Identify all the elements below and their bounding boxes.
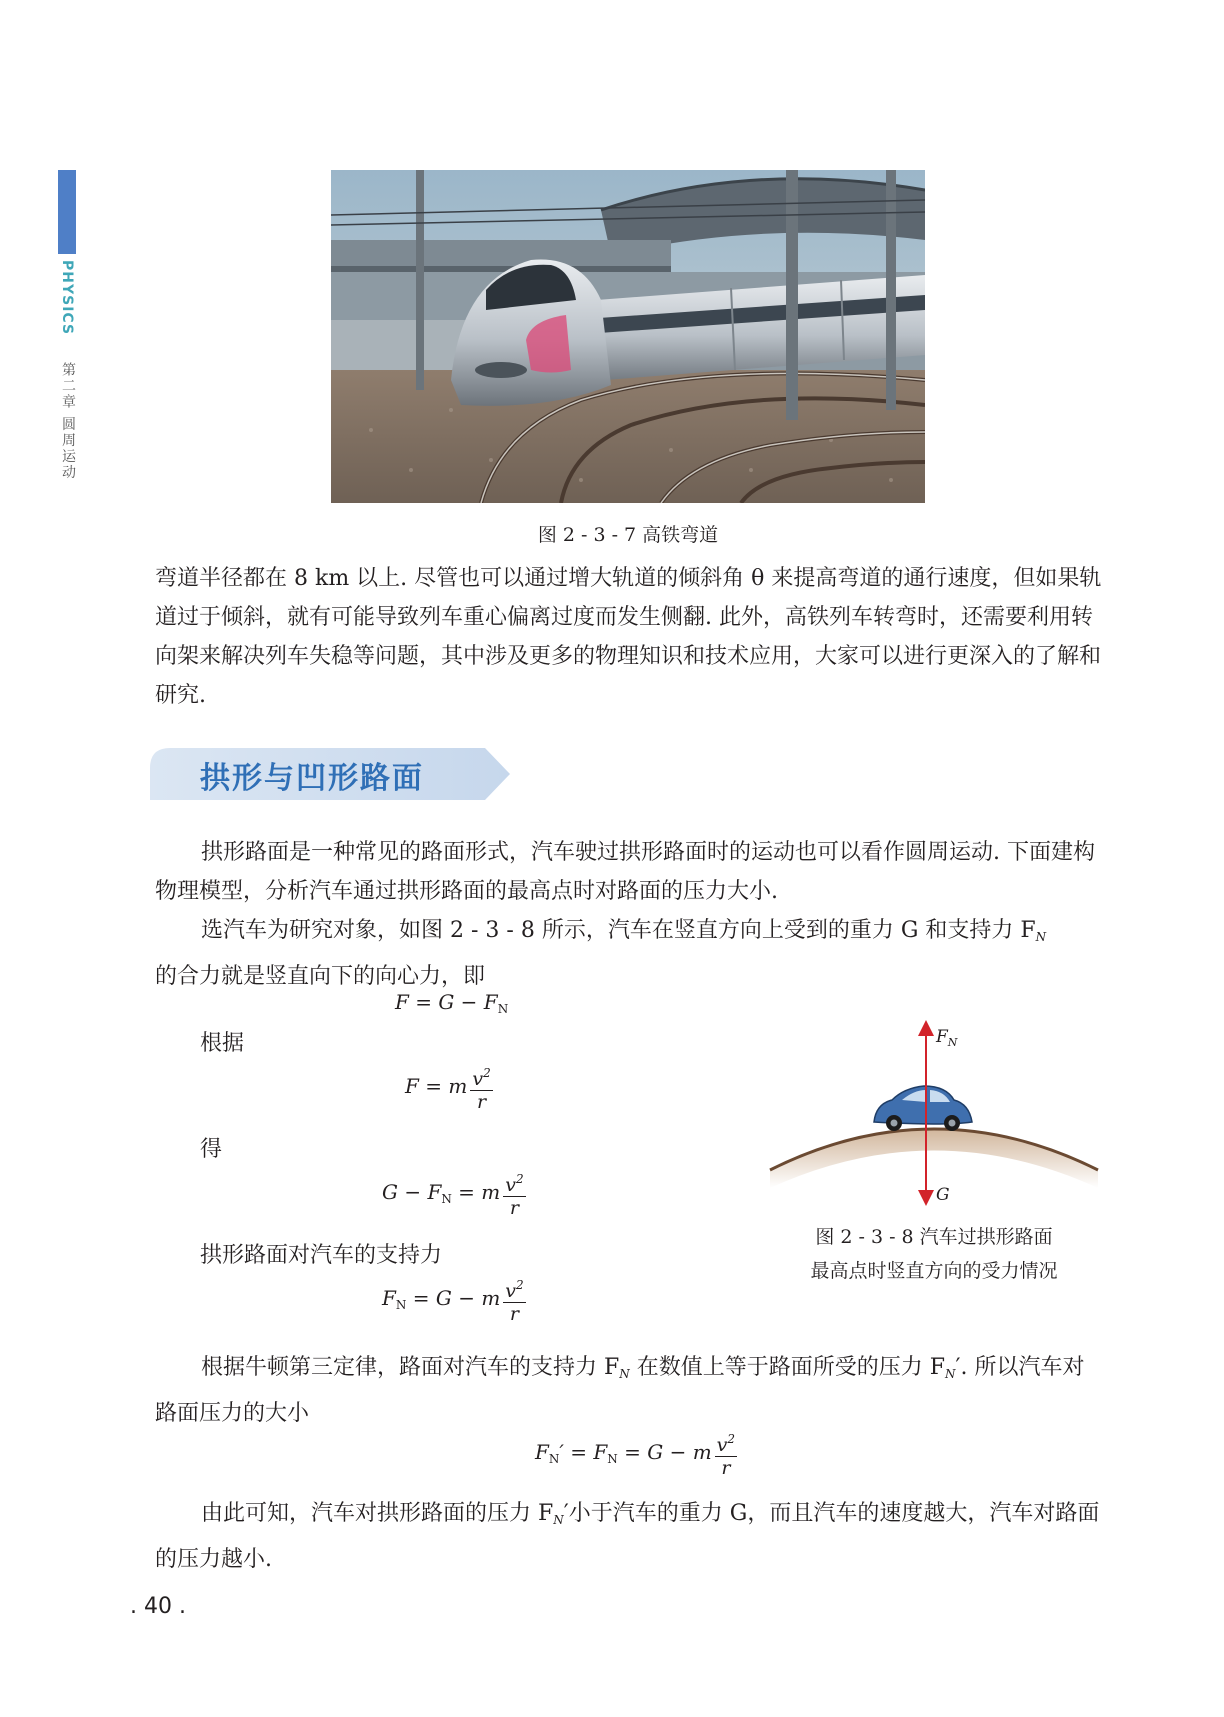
label-genju: 根据 [200, 1031, 245, 1056]
fraction-numerator [503, 1168, 525, 1197]
gravity-label: G [936, 1185, 950, 1205]
superscript: 2 [516, 1172, 524, 1186]
page-number: . 40 . [130, 1594, 186, 1619]
car-icon [874, 1086, 972, 1131]
equation-text: F = m [405, 1074, 468, 1098]
paragraph-text: ′. 所以汽车对路面压力的大小 [155, 1355, 1085, 1426]
fraction-numerator [470, 1062, 492, 1091]
body-paragraph: 弯道半径都在 8 km 以上. 尽管也可以通过增大轨道的倾斜角 θ 来提高弯道的通行速度，但如果轨道过于倾斜，就有可能导致列车重心偏离过度而发生侧翻. 此外，高铁列车转弯时，还需要利用转向架来解决列车失稳等问题，其中涉及更多的物理知识和技术应用，大家可以进行更深入的了解和研究. [155, 566, 1102, 708]
paragraph-text: ′小于汽车的重力 G，而且汽车的速度越大，汽车对路面的压力越小. [155, 1501, 1100, 1572]
fraction [503, 1274, 525, 1325]
superscript: 2 [483, 1066, 491, 1080]
fraction-denominator: r [721, 1457, 731, 1479]
equation-text: = G − m [406, 1286, 501, 1310]
fraction-denominator: r [509, 1197, 519, 1219]
force-diagram [764, 1018, 1104, 1213]
equation-3 [382, 1168, 526, 1219]
fraction [470, 1062, 492, 1113]
fraction-denominator: r [476, 1091, 487, 1113]
subscript: N [607, 1452, 618, 1466]
equation-text: F [382, 1286, 396, 1310]
subscript: N [548, 1452, 560, 1466]
body-paragraph [155, 1348, 1105, 1433]
fraction-numerator [715, 1428, 737, 1457]
paragraph-text: 由此可知，汽车对拱形路面的压力 F [201, 1501, 554, 1526]
subscript: N [497, 1002, 509, 1016]
numerator-text: v [505, 1174, 516, 1196]
figure-caption: 图 2 - 3 - 7 高铁弯道 [537, 524, 719, 546]
equation-text: G − F [382, 1180, 442, 1204]
side-physics-label: PHYSICS [59, 260, 75, 336]
subscript: N [619, 1367, 630, 1381]
equation-text: ′ = F [559, 1440, 608, 1464]
arched-road [770, 1129, 1098, 1188]
paragraph-text: 的合力就是竖直向下的向心力，即 [155, 964, 486, 989]
subscript: N [395, 1298, 407, 1312]
subscript: N [945, 1367, 956, 1381]
superscript: 2 [727, 1432, 736, 1446]
equation-1 [395, 990, 508, 1016]
caption-line: 最高点时竖直方向的受力情况 [810, 1260, 1058, 1282]
superscript: 2 [516, 1278, 524, 1292]
train-photo [331, 170, 925, 503]
fraction [715, 1428, 737, 1479]
caption-line: 图 2 - 3 - 8 汽车过拱形路面 [815, 1226, 1053, 1248]
numerator-text: v [472, 1068, 484, 1090]
paragraph-text: 在数值上等于路面所受的压力 F [629, 1355, 946, 1380]
label-support-force: 拱形路面对汽车的支持力 [200, 1243, 443, 1268]
body-paragraph [155, 1494, 1105, 1579]
subscript: N [553, 1513, 564, 1527]
numerator-text: v [716, 1434, 728, 1456]
fraction [503, 1168, 525, 1219]
paragraph-text: 选汽车为研究对象，如图 2 - 3 - 8 所示，汽车在竖直方向上受到的重力 G 和支持力 F [201, 918, 1036, 943]
equation-5 [535, 1428, 737, 1479]
equation-text: F = G − F [395, 990, 498, 1014]
equation-4 [382, 1274, 526, 1325]
subscript: N [441, 1192, 452, 1206]
equation-text: F [535, 1440, 549, 1464]
label-de: 得 [200, 1137, 223, 1162]
body-paragraph [155, 911, 1105, 996]
equation-2 [405, 1062, 493, 1113]
fraction-denominator: r [509, 1303, 520, 1325]
numerator-text: v [505, 1280, 517, 1302]
equation-text: = m [451, 1180, 501, 1204]
paragraph-text: 根据牛顿第三定律，路面对汽车的支持力 F [201, 1355, 620, 1380]
normal-force-label: $F_N$ [936, 1027, 958, 1049]
section-title: 拱形与凹形路面 [200, 761, 424, 796]
fraction-numerator [503, 1274, 525, 1303]
body-paragraph: 拱形路面是一种常见的路面形式，汽车驶过拱形路面时的运动也可以看作圆周运动. 下面建构物理模型，分析汽车通过拱形路面的最高点时对路面的压力大小. [155, 840, 1095, 904]
side-color-bar [58, 170, 76, 254]
side-chapter-label: 第二章 圆周运动 [60, 362, 76, 481]
figure-caption [764, 1220, 1104, 1288]
equation-text: = G − m [617, 1440, 712, 1464]
subscript: N [1035, 930, 1047, 944]
